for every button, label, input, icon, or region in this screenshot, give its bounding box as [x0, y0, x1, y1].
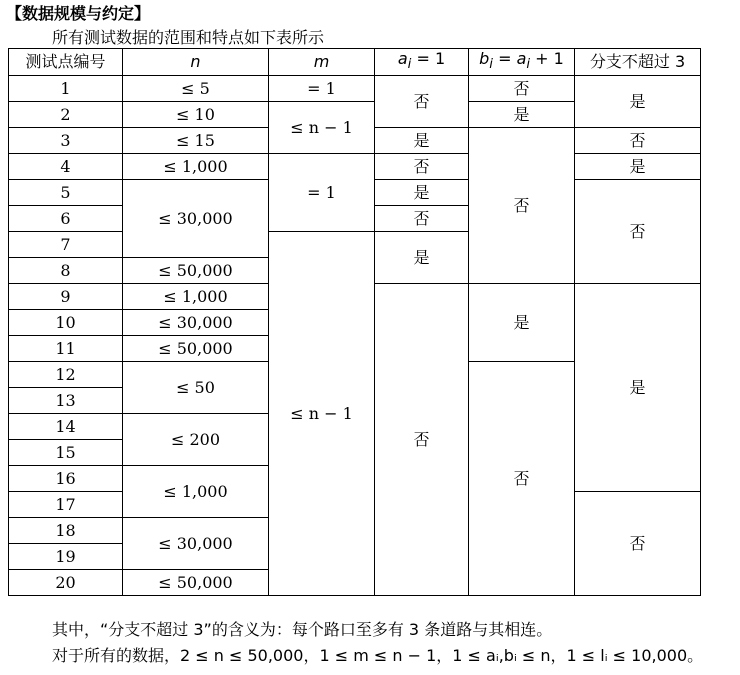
- m-range: = 1: [269, 76, 375, 102]
- branch-cell: 是: [575, 154, 701, 180]
- header-n: [123, 49, 269, 76]
- a-eq-1-cell: 是: [375, 232, 469, 284]
- table-row: [9, 76, 701, 102]
- header-a-rest: = 1: [411, 49, 446, 68]
- branch-cell: 否: [575, 128, 701, 154]
- header-branch: 分支不超过 3: [575, 49, 701, 76]
- header-m-var: m: [313, 52, 330, 72]
- header-test-id: 测试点编号: [9, 49, 123, 76]
- a-eq-1-cell: 否: [375, 154, 469, 180]
- test-id: 12: [9, 362, 123, 388]
- test-id: 9: [9, 284, 123, 310]
- n-range: ≤ 1,000: [123, 466, 269, 518]
- test-id: 19: [9, 544, 123, 570]
- b-eq-a-plus-1-cell: 否: [469, 128, 575, 284]
- header-b-eq-a-plus-1: [469, 49, 575, 76]
- m-range: = 1: [269, 154, 375, 232]
- a-eq-1-cell: 否: [375, 284, 469, 596]
- test-id: 1: [9, 76, 123, 102]
- branch-definition-note: 其中，“分支不超过 3”的含义为：每个路口至多有 3 条道路与其相连。: [52, 620, 553, 639]
- n-range: ≤ 50,000: [123, 336, 269, 362]
- b-eq-a-plus-1-cell: 是: [469, 102, 575, 128]
- header-b-var: b: [479, 49, 490, 68]
- branch-cell: 是: [575, 76, 701, 128]
- global-constraints-note: 对于所有的数据，2 ≤ n ≤ 50,000，1 ≤ m ≤ n − 1，1 ≤ aᵢ,bᵢ ≤ n，1 ≤ lᵢ ≤ 10,000。: [52, 646, 704, 665]
- header-n-var: n: [190, 52, 201, 72]
- n-range: ≤ 5: [123, 76, 269, 102]
- test-id: 3: [9, 128, 123, 154]
- test-id: 2: [9, 102, 123, 128]
- b-eq-a-plus-1-cell: 否: [469, 362, 575, 596]
- test-id: 15: [9, 440, 123, 466]
- header-a-var: a: [397, 49, 408, 68]
- header-a-sub: i: [407, 57, 412, 73]
- header-a-eq-1: [375, 49, 469, 76]
- n-range: ≤ 1,000: [123, 284, 269, 310]
- a-eq-1-cell: 否: [375, 76, 469, 128]
- test-id: 5: [9, 180, 123, 206]
- header-b-sub: i: [489, 57, 493, 73]
- header-b-a-var: a: [516, 49, 527, 68]
- header-b-a-sub: i: [526, 57, 531, 73]
- table-row: [9, 154, 701, 180]
- n-range: ≤ 15: [123, 128, 269, 154]
- b-eq-a-plus-1-cell: 否: [469, 76, 575, 102]
- n-range: ≤ 50: [123, 362, 269, 414]
- header-b-eq: =: [493, 49, 517, 68]
- n-range: ≤ 30,000: [123, 310, 269, 336]
- test-id: 17: [9, 492, 123, 518]
- header-m: [269, 49, 375, 76]
- n-range: ≤ 200: [123, 414, 269, 466]
- a-eq-1-cell: 是: [375, 180, 469, 206]
- test-id: 16: [9, 466, 123, 492]
- a-eq-1-cell: 是: [375, 128, 469, 154]
- m-range: ≤ n − 1: [269, 232, 375, 596]
- test-id: 7: [9, 232, 123, 258]
- branch-cell: 否: [575, 180, 701, 284]
- a-eq-1-cell: 否: [375, 206, 469, 232]
- b-eq-a-plus-1-cell: 是: [469, 284, 575, 362]
- test-id: 13: [9, 388, 123, 414]
- n-range: ≤ 1,000: [123, 154, 269, 180]
- test-id: 20: [9, 570, 123, 596]
- n-range: ≤ 50,000: [123, 258, 269, 284]
- n-range: ≤ 50,000: [123, 570, 269, 596]
- header-b-plus: + 1: [530, 49, 564, 68]
- test-id: 14: [9, 414, 123, 440]
- branch-cell: 是: [575, 284, 701, 492]
- n-range: ≤ 30,000: [123, 518, 269, 570]
- header-row: [9, 49, 701, 76]
- test-id: 4: [9, 154, 123, 180]
- test-id: 10: [9, 310, 123, 336]
- n-range: ≤ 30,000: [123, 180, 269, 258]
- test-id: 18: [9, 518, 123, 544]
- intro-text: 所有测试数据的范围和特点如下表所示: [52, 28, 325, 47]
- n-range: ≤ 10: [123, 102, 269, 128]
- test-id: 11: [9, 336, 123, 362]
- test-id: 6: [9, 206, 123, 232]
- m-range: ≤ n − 1: [269, 102, 375, 154]
- test-id: 8: [9, 258, 123, 284]
- section-heading: 【数据规模与约定】: [6, 4, 151, 23]
- branch-cell: 否: [575, 492, 701, 596]
- constraints-table: [8, 48, 701, 596]
